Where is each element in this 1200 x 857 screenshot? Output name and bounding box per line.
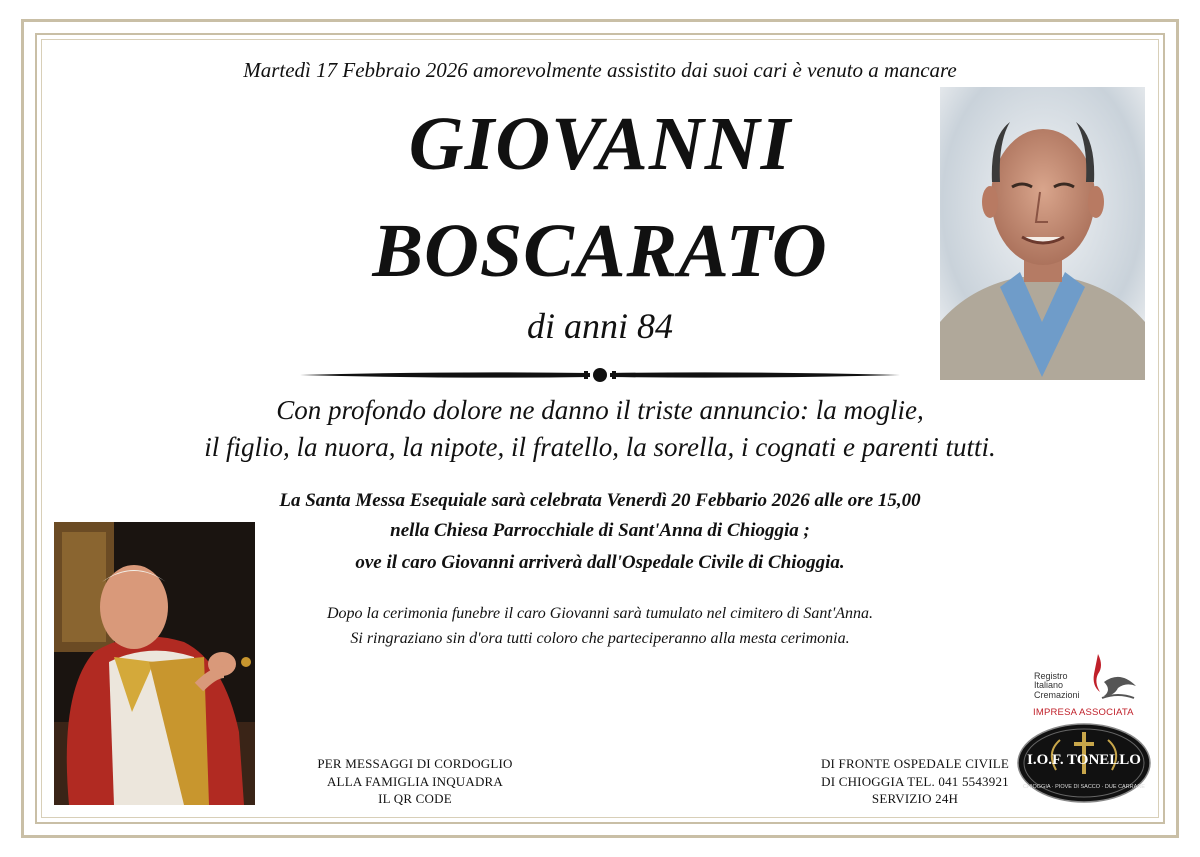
announcement-line-2: il figlio, la nuora, la nipote, il fratello, la sorella, i cognati e parenti tutti. [204,432,996,462]
mass-info-line-2: nella Chiesa Parrocchiale di Sant'Anna di Chioggia ; [390,520,810,541]
funeral-home-address [790,755,1040,808]
cremation-logo-line-2: Italiano [1034,680,1064,691]
address-line-2: DI CHIOGGIA TEL. 041 5543921 [821,773,1009,789]
funeral-home-locations: CHIOGGIA · PIOVE DI SACCO · DUE CARRARE [1023,784,1145,790]
mass-info-line-1: La Santa Messa Esequiale sarà celebrata Venerdì 20 Febbario 2026 alle ore 15,00 [279,490,921,511]
cremation-registry-logo [1028,652,1143,718]
mass-info-line-3: ove il caro Giovanni arriverà dall'Ospedale Civile di Chioggia. [355,552,845,573]
cremation-logo-text [1034,672,1080,700]
cremation-logo-line-1: Registro [1034,671,1068,681]
associate-label: IMPRESA ASSOCIATA [1033,707,1134,718]
funeral-home-logo [1016,722,1152,804]
deceased-last-name: BOSCARATO [372,209,828,293]
address-line-1: DI FRONTE OSPEDALE CIVILE [820,756,1010,771]
deceased-age: di anni 84 [526,306,673,346]
cremation-logo-line-3: Cremazioni [1034,689,1080,700]
intro-text: Martedì 17 Febbraio 2026 amorevolmente assistito dai suoi cari è venuto a mancare [243,58,957,82]
deceased-first-name: GIOVANNI [408,102,792,186]
flame-icon [1090,652,1140,704]
qr-note-line-1: PER MESSAGGI DI CORDOGLIO [317,756,513,771]
funeral-home-name: I.O.F. TONELLO [1027,752,1141,768]
ornamental-divider [300,365,900,385]
deceased-portrait-photo [940,87,1145,380]
qr-code-note [290,755,540,808]
qr-note-line-3: IL QR CODE [378,791,452,807]
thanks-line: Si ringraziano sin d'ora tutti coloro che parteciperanno alla mesta cerimonia. [350,630,850,647]
announcement-line-1: Con profondo dolore ne danno il triste annuncio: la moglie, [276,395,924,425]
pope-john-xxiii-image [54,522,255,805]
qr-note-line-2: ALLA FAMIGLIA INQUADRA [326,773,504,789]
address-line-3: SERVIZIO 24H [871,791,959,807]
burial-info-line: Dopo la cerimonia funebre il caro Giovanni sarà tumulato nel cimitero di Sant'Anna. [326,605,874,622]
